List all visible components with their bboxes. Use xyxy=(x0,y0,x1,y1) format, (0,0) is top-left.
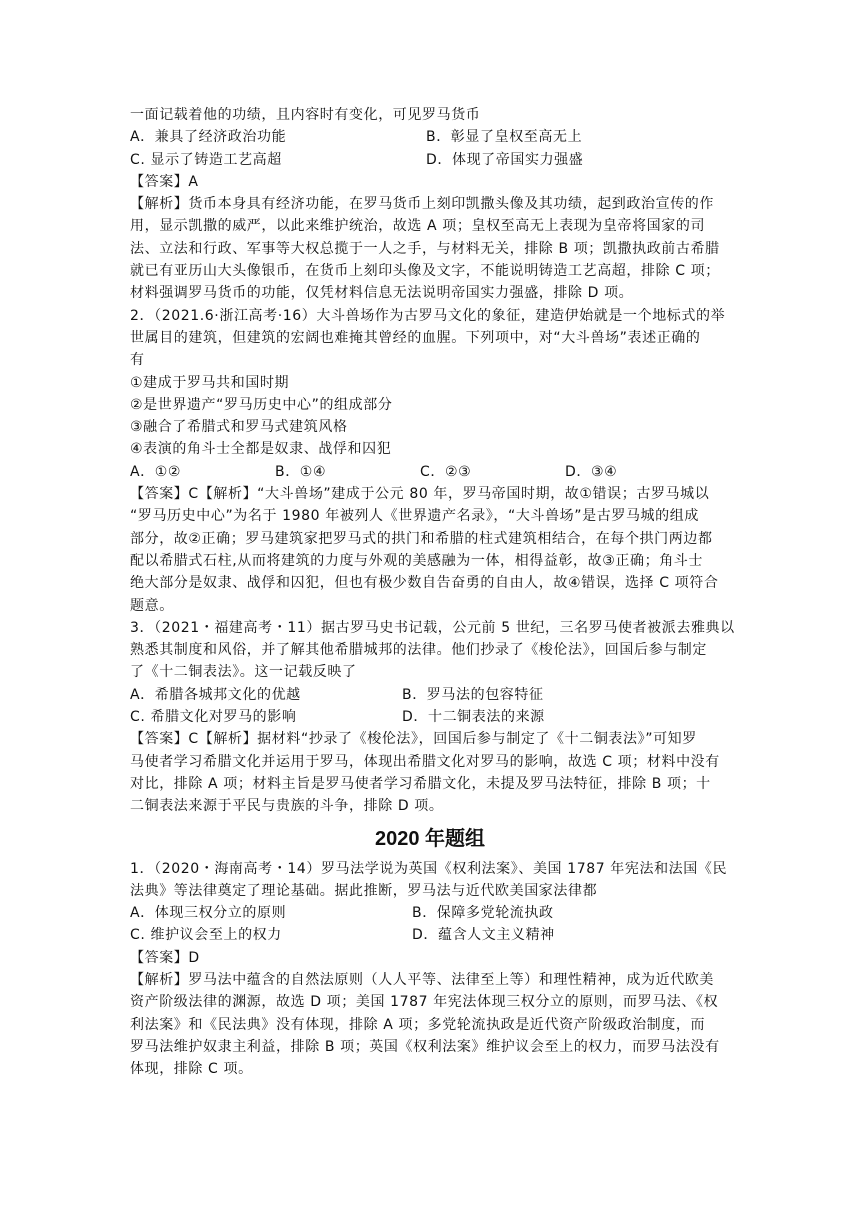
q2-answer-line: 绝大部分是奴隶、战俘和囚犯，但也有极少数自告奋勇的自由人，故④错误，选择 C 项符合 xyxy=(130,575,719,592)
section-heading: 2020 年题组 xyxy=(374,827,486,850)
intro-analysis-line: 就已有亚历山大头像银币，在货币上刻印头像及文字，不能说明铸造工艺高超，排除 C 项； xyxy=(130,263,720,280)
option-b: B．彰显了皇权至高无上 xyxy=(426,129,583,146)
q3-options-row-2 xyxy=(130,706,730,728)
option-a: A．体现三权分立的原则 xyxy=(130,905,287,922)
q2-answer-line: 题意。 xyxy=(130,597,174,614)
q2-answer-line: 【答案】C【解析】“大斗兽场”建成于公元 80 年，罗马帝国时期，故①错误；古罗马城以 xyxy=(130,486,710,503)
q2-item: ②是世界遗产“罗马历史中心”的组成部分 xyxy=(130,396,393,413)
q2020-1-analysis-line: 资产阶级法律的渊源，故选 D 项；美国 1787 年宪法体现三权分立的原则，而罗马法、《权 xyxy=(130,994,719,1011)
option-b: B．①④ xyxy=(275,463,327,480)
intro-analysis-line: 【解析】货币本身具有经济功能，在罗马货币上刻印凯撒头像及其功绩，起到政治宣传的作 xyxy=(130,196,714,213)
option-a: A．兼具了经济政治功能 xyxy=(130,129,287,146)
option-d: D．蕴含人文主义精神 xyxy=(412,927,555,944)
option-d: D．十二铜表法的来源 xyxy=(402,709,545,726)
option-b: B．保障多党轮流执政 xyxy=(412,905,554,922)
intro-options-row-2 xyxy=(130,149,730,171)
q2-answer-line: “罗马历史中心”为名于 1980 年被列人《世界遗产名录》，“大斗兽场”是古罗马城的组成 xyxy=(130,508,699,525)
option-d: D．③④ xyxy=(565,463,618,480)
q2020-1-analysis-line: 利法案》和《民法典》没有体现，排除 A 项；多党轮流执政是近代资产阶级政治制度，而 xyxy=(130,1016,706,1033)
intro-analysis-line: 用，显示凯撒的威严，以此来维护统治，故选 A 项；皇权至高无上表现为皇帝将国家的司 xyxy=(130,218,706,235)
q2-stem-line: 有 xyxy=(130,352,145,369)
q2020-1-analysis-line: 体现，排除 C 项。 xyxy=(130,1061,253,1078)
intro-stem: 一面记载着他的功绩，且内容时有变化，可见罗马货币 xyxy=(130,107,481,123)
q2-item: ③融合了希腊式和罗马式建筑风格 xyxy=(130,419,348,436)
q2-item: ④表演的角斗士全都是奴隶、战俘和囚犯 xyxy=(130,441,392,458)
q3-stem-line: 熟悉其制度和风俗，并了解其他希腊城邦的法律。他们抄录了《梭伦法》，回国后参与制定 xyxy=(130,642,707,659)
option-c: C. 显示了铸造工艺高超 xyxy=(130,151,282,168)
option-c: C. 希腊文化对罗马的影响 xyxy=(130,709,297,726)
q3-stem-line: 了《十二铜表法》。这一记载反映了 xyxy=(130,664,357,681)
option-c: C. 维护议会至上的权力 xyxy=(130,927,282,944)
option-a: A．①② xyxy=(130,463,182,480)
q2020-1-analysis-line: 罗马法维护奴隶主利益，排除 B 项；英国《权利法案》维护议会至上的权力，而罗马法没有 xyxy=(130,1038,720,1055)
option-b: B．罗马法的包容特征 xyxy=(402,686,544,703)
q3-answer-line: 马使者学习希腊文化并运用于罗马，体现出希腊文化对罗马的影响，故选 C 项；材料中没有 xyxy=(130,753,720,770)
q3-answer-line: 对比，排除 A 项；材料主旨是罗马使者学习希腊文化，未提及罗马法特征，排除 B 项；十 xyxy=(130,775,711,792)
q2-stem-line: 2．（2021.6·浙江高考·16）大斗兽场作为古罗马文化的象征，建造伊始就是一个地标式的举 xyxy=(130,307,726,324)
q2020-1-analysis-line: 【解析】罗马法中蕴含的自然法原则（人人平等、法律至上等）和理性精神，成为近代欧美 xyxy=(130,971,714,988)
intro-options-row-1 xyxy=(130,126,730,148)
q3-stem-line: 3．（2021・福建高考・11）据古罗马史书记载，公元前 5 世纪，三名罗马使者被派去雅典以 xyxy=(130,619,735,636)
q2020-1-answer: 【答案】D xyxy=(130,949,200,966)
q2020-1-stem-line: 1．（2020・海南高考・14）罗马法学说为英国《权利法案》、美国 1787 年宪法和法国《民 xyxy=(130,860,728,877)
option-a: A．希腊各城邦文化的优越 xyxy=(130,686,301,703)
intro-answer: 【答案】A xyxy=(130,173,199,190)
q2020-1-options-row-1 xyxy=(130,902,730,924)
q2-stem-line: 世属目的建筑，但建筑的宏阔也难掩其曾经的血腥。下列项中，对“大斗兽场”表述正确的 xyxy=(130,329,701,346)
q3-answer-line: 二铜表法来源于平民与贵族的斗争，排除 D 项。 xyxy=(130,798,444,815)
option-c: C．②③ xyxy=(420,463,472,480)
q2-answer-line: 配以希腊式石柱,从而将建筑的力度与外观的美感融为一体，相得益彰，故③正确；角斗士 xyxy=(130,552,703,569)
q3-options-row-1 xyxy=(130,684,730,706)
intro-analysis-line: 材料强调罗马货币的功能，仅凭材料信息无法说明帝国实力强盛，排除 D 项。 xyxy=(130,285,634,302)
q2-answer-line: 部分，故②正确；罗马建筑家把罗马式的拱门和希腊的柱式建筑相结合，在每个拱门两边都 xyxy=(130,530,713,547)
document-page xyxy=(130,104,735,1080)
q2-item: ①建成于罗马共和国时期 xyxy=(130,374,290,391)
q2020-1-stem-line: 法典》等法律奠定了理论基础。据此推断，罗马法与近代欧美国家法律都 xyxy=(130,882,598,899)
intro-analysis-line: 法、立法和行政、军事等大权总揽于一人之手，与材料无关，排除 B 项；凯撒执政前古希腊 xyxy=(130,240,720,257)
q2-options-row xyxy=(130,461,730,483)
q2020-1-options-row-2 xyxy=(130,924,730,946)
option-d: D．体现了帝国实力强盛 xyxy=(426,151,584,168)
q3-answer-line: 【答案】C【解析】据材料“抄录了《梭伦法》，回国后参与制定了《十二铜表法》”可知罗 xyxy=(130,731,697,748)
